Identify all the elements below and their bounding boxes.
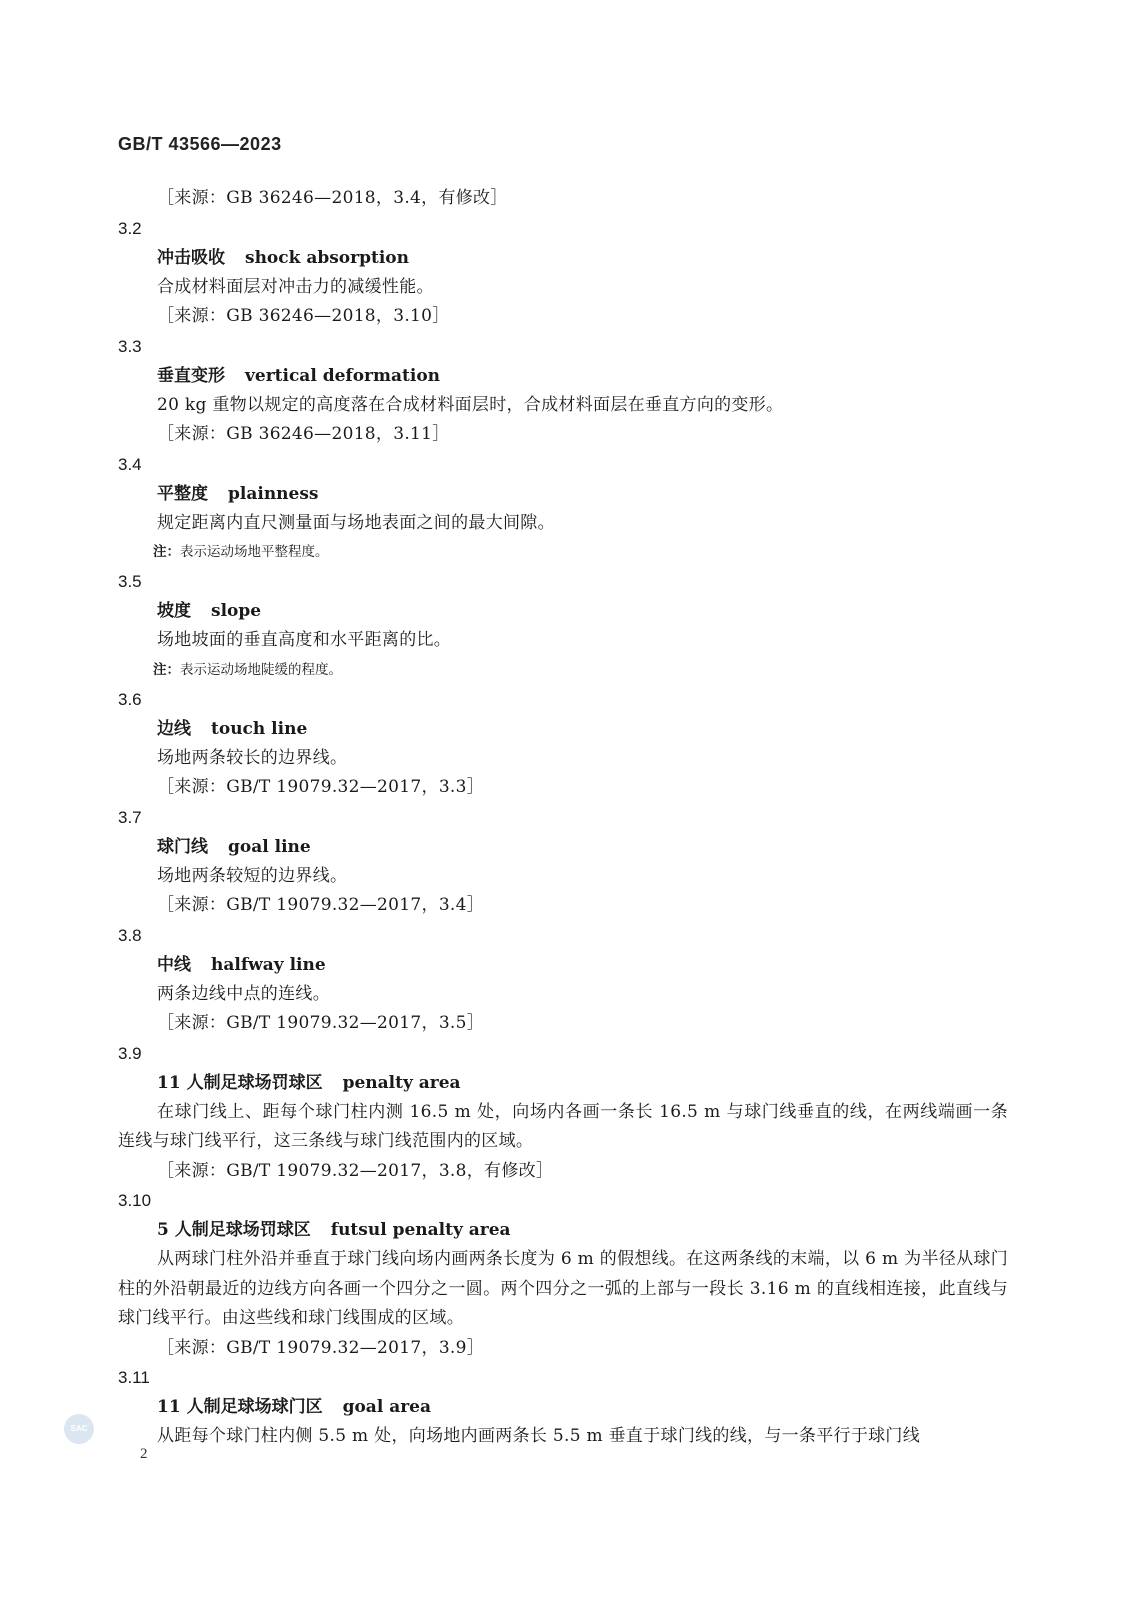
clause-number: 3.5 bbox=[118, 572, 142, 591]
term-heading bbox=[118, 1215, 1008, 1245]
note bbox=[118, 538, 1008, 567]
term-heading bbox=[118, 361, 1008, 391]
clause-number: 3.3 bbox=[118, 336, 142, 356]
source-reference: ［来源：GB/T 19079.32—2017，3.9］ bbox=[157, 1337, 485, 1358]
term-heading bbox=[118, 832, 1008, 862]
term-en: plainness bbox=[228, 483, 319, 504]
note-text: 表示运动场地平整程度。 bbox=[180, 544, 329, 560]
term-zh: 坡度 bbox=[157, 601, 191, 621]
definition-text: 20 kg 重物以规定的高度落在合成材料面层时，合成材料面层在垂直方向的变形。 bbox=[157, 394, 784, 415]
term-heading bbox=[118, 243, 1008, 273]
term-en: touch line bbox=[211, 718, 308, 739]
term-zh: 中线 bbox=[157, 954, 191, 975]
clause-number: 3.6 bbox=[118, 689, 142, 709]
clause-number: 3.9 bbox=[118, 1043, 142, 1063]
term-zh: 球门线 bbox=[157, 836, 208, 857]
note-label: 注： bbox=[153, 661, 180, 678]
source-reference: ［来源：GB 36246—2018，3.4，有修改］ bbox=[157, 188, 508, 208]
note-label: 注： bbox=[153, 544, 180, 560]
definition-text: 两条边线中点的连线。 bbox=[157, 983, 330, 1004]
term-zh: 边线 bbox=[157, 718, 191, 739]
definition-text: 场地坡面的垂直高度和水平距离的比。 bbox=[157, 630, 452, 650]
clause-number: 3.4 bbox=[118, 454, 142, 474]
term-zh: 平整度 bbox=[157, 483, 208, 504]
term-heading bbox=[118, 1068, 1008, 1098]
term-heading bbox=[118, 1392, 1008, 1422]
note-text: 表示运动场地陡缓的程度。 bbox=[180, 661, 342, 678]
term-en: goal area bbox=[342, 1397, 431, 1417]
term-en: penalty area bbox=[342, 1072, 461, 1093]
source-reference: ［来源：GB/T 19079.32—2017，3.5］ bbox=[157, 1013, 485, 1033]
document-body bbox=[118, 184, 1008, 1452]
clause-number: 3.11 bbox=[118, 1368, 150, 1387]
definition-text: 规定距离内直尺测量面与场地表面之间的最大间隙。 bbox=[157, 512, 555, 533]
term-en: slope bbox=[211, 601, 262, 621]
term-en: futsul penalty area bbox=[330, 1220, 511, 1240]
term-zh: 冲击吸收 bbox=[157, 247, 225, 268]
term-zh: 5 人制足球场罚球区 bbox=[157, 1220, 311, 1240]
definition-text: 在球门线上、距每个球门柱内测 16.5 m 处，向场内各画一条长 16.5 m 与球门线垂直的线，在两线端画一条连线与球门线平行，这三条线与球门线范围内的区域。 bbox=[118, 1101, 1008, 1151]
source-reference: ［来源：GB 36246—2018，3.11］ bbox=[157, 424, 450, 444]
definition-text: 场地两条较短的边界线。 bbox=[157, 865, 348, 886]
definition-text: 场地两条较长的边界线。 bbox=[157, 747, 348, 768]
term-zh: 11 人制足球场球门区 bbox=[157, 1397, 323, 1417]
term-en: shock absorption bbox=[245, 247, 409, 268]
sac-logo: SAC bbox=[64, 1414, 94, 1444]
clause-number: 3.10 bbox=[118, 1191, 152, 1210]
definition-text: 从两球门柱外沿并垂直于球门线向场内画两条长度为 6 m 的假想线。在这两条线的末端，以 6 m 为半径从球门柱的外沿朝最近的边线方向各画一个四分之一圆。两个四分之一弧的上部与一段长 3.16 m 的直线相连接，此直线与球门线平行。由这些线和球门线围成的区域。 bbox=[118, 1249, 1008, 1328]
term-heading bbox=[118, 950, 1008, 980]
source-reference: ［来源：GB 36246—2018，3.10］ bbox=[157, 306, 450, 326]
note bbox=[118, 656, 1008, 685]
source-reference: ［来源：GB/T 19079.32—2017，3.3］ bbox=[157, 777, 485, 797]
source-reference: ［来源：GB/T 19079.32—2017，3.4］ bbox=[157, 895, 485, 915]
definition-text: 合成材料面层对冲击力的减缓性能。 bbox=[157, 276, 434, 297]
term-heading bbox=[118, 479, 1008, 509]
page-number: 2 bbox=[140, 1446, 148, 1462]
term-heading bbox=[118, 596, 1008, 626]
standard-number: GB/T 43566—2023 bbox=[118, 134, 282, 154]
source-reference: ［来源：GB/T 19079.32—2017，3.8，有修改］ bbox=[157, 1160, 554, 1181]
term-en: vertical deformation bbox=[245, 365, 441, 386]
term-en: halfway line bbox=[211, 954, 326, 975]
term-zh: 11 人制足球场罚球区 bbox=[157, 1072, 323, 1093]
term-heading bbox=[118, 714, 1008, 744]
term-en: goal line bbox=[228, 836, 311, 857]
clause-number: 3.2 bbox=[118, 218, 142, 238]
clause-number: 3.8 bbox=[118, 925, 142, 945]
definition-text: 从距每个球门柱内侧 5.5 m 处，向场地内画两条长 5.5 m 垂直于球门线的线，与一条平行于球门线 bbox=[157, 1426, 921, 1446]
clause-number: 3.7 bbox=[118, 807, 142, 827]
term-zh: 垂直变形 bbox=[157, 365, 225, 386]
